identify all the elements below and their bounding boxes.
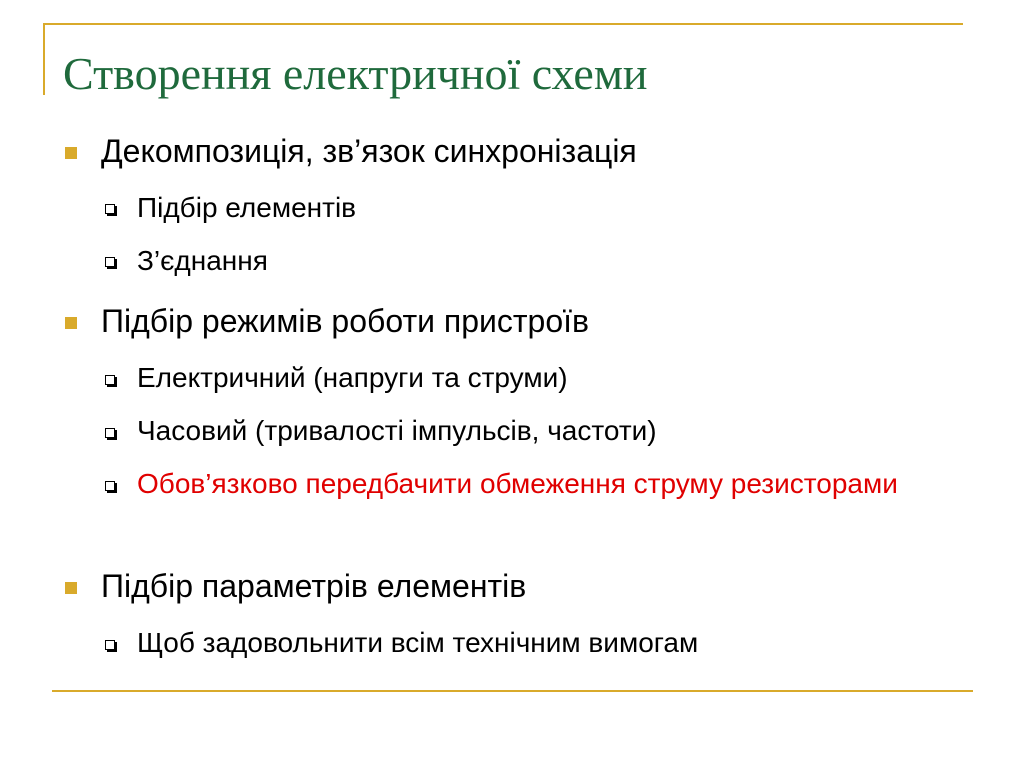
sub-bullet-item: З’єднання <box>137 245 268 276</box>
square-bullet-icon <box>65 582 77 594</box>
sub-bullet-item: Часовий (тривалості імпульсів, частоти) <box>137 415 657 446</box>
hollow-square-bullet-icon <box>105 428 115 438</box>
hollow-square-bullet-icon <box>105 481 115 491</box>
frame-bottom-line <box>52 690 973 692</box>
bullet-item: Декомпозиція, зв’язок синхронізація <box>101 133 637 169</box>
sub-bullet-item: Підбір елементів <box>137 192 357 223</box>
square-bullet-icon <box>65 147 77 159</box>
sub-bullet-item: Електричний (напруги та струми) <box>137 362 568 393</box>
hollow-square-bullet-icon <box>105 204 115 214</box>
highlighted-sub-bullet-item: Обов’язково передбачити обмеження струму резисторами <box>137 468 898 499</box>
bullet-item: Підбір параметрів елементів <box>101 568 527 604</box>
hollow-square-bullet-icon <box>105 640 115 650</box>
hollow-square-bullet-icon <box>105 375 115 385</box>
bullet-item: Підбір режимів роботи пристроїв <box>101 303 589 339</box>
hollow-square-bullet-icon <box>105 257 115 267</box>
slide-title: Створення електричної схеми <box>63 48 648 99</box>
sub-bullet-item: Щоб задовольнити всім технічним вимогам <box>137 627 699 658</box>
square-bullet-icon <box>65 317 77 329</box>
